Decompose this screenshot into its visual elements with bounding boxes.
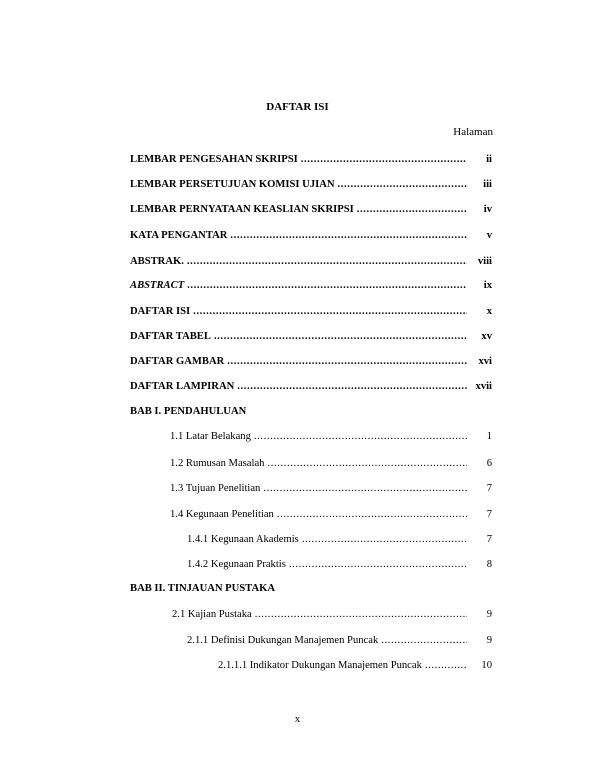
dot-leader [230,229,467,243]
toc-entry-page: 8 [486,559,492,570]
dot-leader [277,508,467,522]
toc-entry-label: ABSTRAK. [130,256,184,267]
toc-entry[interactable] [130,229,492,243]
toc-entry[interactable] [130,305,492,319]
toc-entry[interactable] [170,508,492,522]
dot-leader [254,430,467,444]
toc-entry-label: DAFTAR GAMBAR [130,356,225,367]
toc-entry[interactable] [170,457,492,471]
toc-entry-label: LEMBAR PERNYATAAN KEASLIAN SKRIPSI [130,204,354,215]
toc-entry-label: 1.3 Tujuan Penelitian [170,483,261,494]
dot-leader [338,178,467,192]
toc-entry-page: v [486,230,492,241]
toc-entry-page: x [486,306,492,317]
toc-entry-label: 2.1.1 Definisi Dukungan Manajemen Puncak [187,635,379,646]
toc-entry[interactable] [130,380,492,394]
toc-entry-label: 1.4 Kegunaan Penelitian [170,509,274,520]
toc-entry-page: 10 [481,660,492,671]
toc-entry-label: DAFTAR ISI [130,306,191,317]
dot-leader [267,457,467,471]
dot-leader [301,153,467,167]
toc-entry[interactable] [130,153,492,167]
toc-entry[interactable] [130,203,492,217]
toc-entry-label: 1.4.2 Kegunaan Praktis [187,559,286,570]
chapter-heading[interactable]: BAB II. TINJAUAN PUSTAKA [130,583,276,594]
toc-entry-page: xvii [475,381,492,392]
chapter-heading[interactable]: BAB I. PENDAHULUAN [130,406,247,417]
toc-entry-page: xv [481,331,492,342]
dot-leader [289,558,467,572]
toc-entry-label: LEMBAR PERSETUJUAN KOMISI UJIAN [130,179,335,190]
toc-entry-page: ix [483,280,492,291]
toc-entry-label: DAFTAR TABEL [130,331,211,342]
dot-leader [425,659,467,673]
toc-entry[interactable] [187,634,492,648]
toc-entry-page: 6 [486,458,492,469]
toc-entry-label: 1.2 Rumusan Masalah [170,458,265,469]
dot-leader [227,355,467,369]
dot-leader [255,608,467,622]
dot-leader [381,634,467,648]
dot-leader [187,255,467,269]
toc-entry-page: iv [483,204,492,215]
toc-entry-label: KATA PENGANTAR [130,230,228,241]
toc-entry[interactable] [130,279,492,293]
toc-entry-page: 9 [486,609,492,620]
toc-entry-page: ii [486,154,492,165]
toc-entry-page: xvi [478,356,492,367]
dot-leader [263,482,467,496]
dot-leader [187,279,467,293]
toc-entry[interactable] [187,558,492,572]
toc-entry-page: iii [483,179,492,190]
dot-leader [214,330,467,344]
toc-entry-label: ABSTRACT [130,280,185,291]
toc-entry-label: 1.1 Latar Belakang [170,431,251,442]
toc-entry-page: 7 [486,509,492,520]
toc-entry[interactable] [218,659,492,673]
dot-leader [237,380,467,394]
toc-entry-label: 2.1.1.1 Indikator Dukungan Manajemen Puncak [218,660,422,671]
page-number: x [294,713,301,725]
toc-entry-label: 2.1 Kajian Pustaka [172,609,252,620]
toc-entry-page: 7 [486,534,492,545]
toc-entry[interactable] [170,430,492,444]
dot-leader [357,203,467,217]
toc-entry-page: 1 [486,431,492,442]
toc-entry-label: 1.4.1 Kegunaan Akademis [187,534,299,545]
page-title: DAFTAR ISI [266,101,329,113]
dot-leader [302,533,467,547]
toc-entry-page: viii [477,256,492,267]
toc-entry-page: 7 [486,483,492,494]
toc-entry[interactable] [187,533,492,547]
toc-entry[interactable] [130,255,492,269]
toc-entry[interactable] [130,330,492,344]
toc-entry[interactable] [170,482,492,496]
toc-entry-label: DAFTAR LAMPIRAN [130,381,235,392]
toc-entry[interactable] [172,608,492,622]
toc-entry[interactable] [130,355,492,369]
toc-entry-label: LEMBAR PENGESAHAN SKRIPSI [130,154,298,165]
toc-entry-page: 9 [486,635,492,646]
dot-leader [193,305,467,319]
toc-entry[interactable] [130,178,492,192]
page-column-label: Halaman [453,126,493,138]
